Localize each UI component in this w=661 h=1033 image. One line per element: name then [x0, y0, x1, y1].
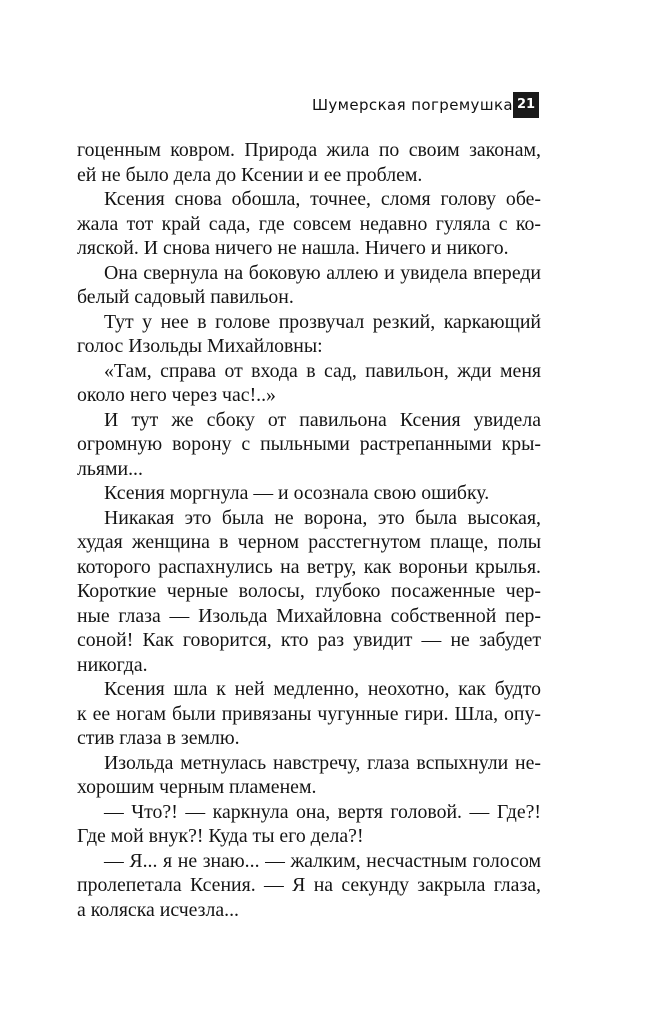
body-text: [77, 138, 541, 922]
text-line: Никакая это была не ворона, это была высокая,: [104, 506, 541, 529]
text-line: голос Изольды Михайловны:: [77, 335, 323, 357]
running-title: Шумерская погремушка: [311, 96, 513, 114]
running-head: [0, 92, 661, 122]
text-line: к ее ногам были привязаны чугунные гири. Шла, опу-: [77, 702, 541, 725]
text-line: стив глаза в землю.: [77, 727, 240, 749]
text-line: а коляска исчезла...: [77, 898, 239, 921]
text-line: Где мой внук?! Куда ты его дела?!: [77, 825, 364, 847]
text-line: гоценным ковром. Природа жила по своим законам,: [77, 139, 541, 161]
text-line: льями...: [77, 457, 143, 480]
text-line: пролепетала Ксения. — Я на секунду закрыла глаза,: [77, 874, 541, 896]
text-line: никогда.: [77, 653, 148, 676]
page-number: 21: [513, 92, 539, 118]
text-line: худая женщина в черном расстегнутом плаще, полы: [77, 531, 541, 553]
text-line: жала тот край сада, где совсем недавно гуляла с ко-: [77, 212, 541, 235]
text-line: Тут у нее в голове прозвучал резкий, каркающий: [104, 310, 541, 333]
text-line: которого распахнулись на ветру, как вороньи крылья.: [77, 555, 541, 578]
text-line: ляской. И снова ничего не нашла. Ничего и никого.: [77, 237, 509, 259]
text-line: огромную ворону с пыльными растрепанными кры-: [77, 433, 541, 455]
text-line: И тут же сбоку от павильона Ксения увидела: [104, 408, 541, 431]
text-line: Короткие черные волосы, глубоко посаженные чер-: [77, 580, 541, 602]
text-line: Она свернула на боковую аллею и увидела впереди: [104, 261, 541, 284]
text-line: — Я... я не знаю... — жалким, несчастным голосом: [104, 849, 541, 872]
text-line: около него через час!..»: [77, 384, 276, 406]
text-line: Ксения шла к ней медленно, неохотно, как будто: [104, 678, 541, 700]
text-line: белый садовый павильон.: [77, 286, 294, 308]
text-line: Ксения моргнула — и осознала свою ошибку.: [104, 482, 490, 504]
text-line: ные глаза — Изольда Михайловна собственной пер-: [77, 604, 541, 627]
text-line: Ксения снова обошла, точнее, сломя голову обе-: [104, 188, 541, 210]
text-line: ей не было дела до Ксении и ее проблем.: [77, 163, 423, 186]
text-line: Изольда метнулась навстречу, глаза вспыхнули не-: [104, 751, 541, 774]
text-line: — Что?! — каркнула она, вертя головой. — Где?!: [104, 800, 541, 823]
text-line: соной! Как говорится, кто раз увидит — не забудет: [77, 629, 541, 651]
text-line: «Там, справа от входа в сад, павильон, жди меня: [104, 359, 541, 382]
text-line: хорошим черным пламенем.: [77, 776, 317, 798]
